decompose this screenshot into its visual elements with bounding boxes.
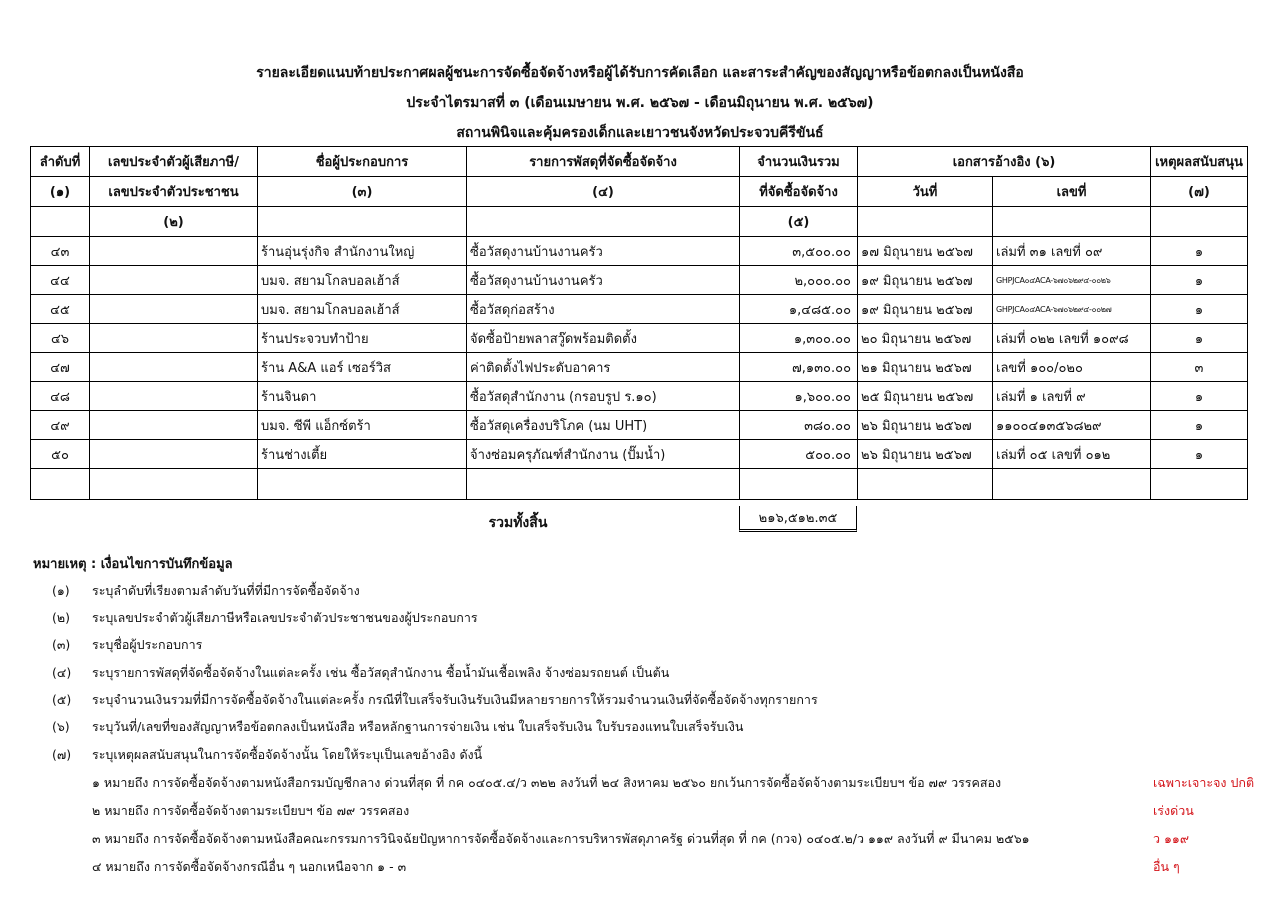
total-label: รวมทั้งสิ้น — [488, 515, 548, 531]
row-date: ๑๙ มิถุนายน ๒๕๖๗ — [858, 266, 993, 295]
row-reason: ๑ — [1151, 440, 1248, 469]
row-date: ๒๑ มิถุนายน ๒๕๖๗ — [858, 353, 993, 382]
reason-code-1: ๑ หมายถึง การจัดซื้อจัดจ้างตามหนังสือกรมบัญชีกลาง ด่วนที่สุด ที่ กค ๐๔๐๕.๔/ว ๓๒๒ ลงวันที่ ๒๔ สิงหาคม ๒๕๖๐ ยกเว้นการจัดซื้อจัดจ้างตามระเบียบฯ ข้อ ๗๙ วรรคสอง — [92, 775, 1002, 790]
row-tax-id — [90, 237, 258, 266]
procurement-table — [30, 146, 1248, 500]
row-seq: ๔๔ — [31, 266, 90, 295]
row-seq: ๔๖ — [31, 324, 90, 353]
col-refno: เลขที่ — [993, 177, 1151, 207]
row-seq: ๕๐ — [31, 440, 90, 469]
row-item: ซื้อวัสดุก่อสร้าง — [467, 295, 740, 324]
row-amount: ๑,๖๐๐.๐๐ — [740, 382, 858, 411]
note-num: (๖) — [52, 719, 70, 734]
quarter-period: ประจำไตรมาสที่ ๓ (เดือนเมษายน พ.ศ. ๒๕๖๗ - เดือนมิถุนายน พ.ศ. ๒๕๖๗) — [406, 95, 874, 111]
row-vendor: ร้านประจวบทำป้าย — [258, 324, 467, 353]
row-date: ๒๖ มิถุนายน ๒๕๖๗ — [858, 411, 993, 440]
row-refno: GHPJCA๐๔ACA-๖๗๐๖๒๙๔-๐๐๒๖ — [993, 266, 1151, 295]
note-text: ระบุลำดับที่เรียงตามลำดับวันที่ที่มีการจัดซื้อจัดจ้าง — [92, 583, 360, 598]
row-tax-id — [90, 440, 258, 469]
row-refno: เล่มที่ ๐๒๒ เลขที่ ๑๐๙๘ — [993, 324, 1151, 353]
row-vendor: ร้านช่างเตี้ย — [258, 440, 467, 469]
note-text: ระบุเลขประจำตัวผู้เสียภาษีหรือเลขประจำตัวประชาชนของผู้ประกอบการ — [92, 610, 478, 625]
col-tax-2: เลขประจำตัวประชาชน — [90, 177, 258, 207]
row-reason: ๑ — [1151, 295, 1248, 324]
row-tax-id — [90, 295, 258, 324]
row-tax-id — [90, 324, 258, 353]
col-vendor-no: (๓) — [258, 177, 467, 207]
col-seq: ลำดับที่ — [31, 147, 90, 177]
reason-tag-3: ว ๑๑๙ — [1153, 831, 1190, 846]
row-reason: ๑ — [1151, 266, 1248, 295]
row-tax-id — [90, 411, 258, 440]
row-amount: ๗,๑๓๐.๐๐ — [740, 353, 858, 382]
reason-code-4: ๔ หมายถึง การจัดซื้อจัดจ้างกรณีอื่น ๆ นอกเหนือจาก ๑ - ๓ — [92, 859, 407, 874]
col-date: วันที่ — [858, 177, 993, 207]
note-num: (๕) — [52, 692, 72, 707]
col-tax-no: (๒) — [90, 207, 258, 237]
empty-row — [31, 469, 1248, 500]
note-text: ระบุเหตุผลสนับสนุนในการจัดซื้อจัดจ้างนั้น โดยให้ระบุเป็นเลขอ้างอิง ดังนี้ — [92, 747, 483, 762]
note-text: ระบุจำนวนเงินรวมที่มีการจัดซื้อจัดจ้างในแต่ละครั้ง กรณีที่ใบเสร็จรับเงินรับเงินมีหลายรายการให้รวมจำนวนเงินที่จัดซื้อจัดจ้างทุกรายการ — [92, 692, 818, 707]
col-seq-no: (๑) — [31, 177, 90, 207]
row-amount: ๑,๔๘๕.๐๐ — [740, 295, 858, 324]
agency-name: สถานพินิจและคุ้มครองเด็กและเยาวชนจังหวัดประจวบคีรีขันธ์ — [456, 125, 824, 141]
row-reason: ๑ — [1151, 237, 1248, 266]
table-row — [31, 237, 1248, 266]
reason-tag-4: อื่น ๆ — [1153, 859, 1180, 874]
row-amount: ๕๐๐.๐๐ — [740, 440, 858, 469]
reason-code-2: ๒ หมายถึง การจัดซื้อจัดจ้างตามระเบียบฯ ข้อ ๗๙ วรรคสอง — [92, 803, 410, 818]
row-refno: ๑๑๐๐๔๑๓๕๖๘๒๙ — [993, 411, 1151, 440]
table-row — [31, 440, 1248, 469]
document-title: รายละเอียดแนบท้ายประกาศผลผู้ชนะการจัดซื้อจัดจ้างหรือผู้ได้รับการคัดเลือก และสาระสำคัญของสัญญาหรือข้อตกลงเป็นหนังสือ — [256, 65, 1024, 81]
row-vendor: บมจ. สยามโกลบอลเฮ้าส์ — [258, 295, 467, 324]
row-vendor: บมจ. สยามโกลบอลเฮ้าส์ — [258, 266, 467, 295]
row-refno: เล่มที่ ๐๕ เลขที่ ๐๑๒ — [993, 440, 1151, 469]
note-num: (๒) — [52, 610, 70, 625]
note-num: (๓) — [52, 637, 71, 652]
notes-title: หมายเหตุ : เงื่อนไขการบันทึกข้อมูล — [33, 557, 233, 572]
col-reason: เหตุผลสนับสนุน — [1151, 147, 1248, 177]
table-row — [31, 382, 1248, 411]
row-vendor: ร้าน A&A แอร์ เซอร์วิส — [258, 353, 467, 382]
row-seq: ๔๗ — [31, 353, 90, 382]
row-vendor: ร้านอุ่นรุ่งกิจ สำนักงานใหญ่ — [258, 237, 467, 266]
row-tax-id — [90, 266, 258, 295]
row-seq: ๔๙ — [31, 411, 90, 440]
row-refno: เลขที่ ๑๐๐/๐๒๐ — [993, 353, 1151, 382]
row-amount: ๒,๐๐๐.๐๐ — [740, 266, 858, 295]
row-date: ๒๖ มิถุนายน ๒๕๖๗ — [858, 440, 993, 469]
row-item: ค่าติดตั้งไฟประดับอาคาร — [467, 353, 740, 382]
row-vendor: ร้านจินดา — [258, 382, 467, 411]
col-amount-2: ที่จัดซื้อจัดจ้าง — [740, 177, 858, 207]
row-item: จัดซื้อป้ายพลาสวู๊ดพร้อมติดตั้ง — [467, 324, 740, 353]
row-item: ซื้อวัสดุงานบ้านงานครัว — [467, 237, 740, 266]
table-row — [31, 266, 1248, 295]
row-amount: ๑,๓๐๐.๐๐ — [740, 324, 858, 353]
row-reason: ๑ — [1151, 382, 1248, 411]
row-reason: ๑ — [1151, 411, 1248, 440]
col-vendor: ชื่อผู้ประกอบการ — [258, 147, 467, 177]
row-reason: ๓ — [1151, 353, 1248, 382]
row-date: ๒๐ มิถุนายน ๒๕๖๗ — [858, 324, 993, 353]
table-row — [31, 295, 1248, 324]
row-seq: ๔๓ — [31, 237, 90, 266]
col-tax: เลขประจำตัวผู้เสียภาษี/ — [90, 147, 258, 177]
row-vendor: บมจ. ซีพี แอ็กซ์ตร้า — [258, 411, 467, 440]
row-amount: ๓,๕๐๐.๐๐ — [740, 237, 858, 266]
row-item: จ้างซ่อมครุภัณฑ์สำนักงาน (ปั๊มน้ำ) — [467, 440, 740, 469]
row-item: ซื้อวัสดุสำนักงาน (กรอบรูป ร.๑๐) — [467, 382, 740, 411]
col-amount: จำนวนเงินรวม — [740, 147, 858, 177]
row-seq: ๔๕ — [31, 295, 90, 324]
row-refno: GHPJCA๐๔ACA-๖๗๐๖๒๙๔-๐๐๒๗ — [993, 295, 1151, 324]
row-item: ซื้อวัสดุงานบ้านงานครัว — [467, 266, 740, 295]
row-seq: ๔๘ — [31, 382, 90, 411]
col-ref: เอกสารอ้างอิง (๖) — [858, 147, 1151, 177]
row-amount: ๓๘๐.๐๐ — [740, 411, 858, 440]
reason-tag-2: เร่งด่วน — [1153, 803, 1194, 818]
col-item-no: (๔) — [467, 177, 740, 207]
reason-tag-1: เฉพาะเจาะจง ปกติ — [1153, 775, 1255, 790]
col-amount-no: (๕) — [740, 207, 858, 237]
row-date: ๑๙ มิถุนายน ๒๕๖๗ — [858, 295, 993, 324]
note-text: ระบุรายการพัสดุที่จัดซื้อจัดจ้างในแต่ละครั้ง เช่น ซื้อวัสดุสำนักงาน ซื้อน้ำมันเชื้อเพลิง จ้างซ่อมรถยนต์ เป็นต้น — [92, 665, 670, 680]
note-text: ระบุวันที่/เลขที่ของสัญญาหรือข้อตกลงเป็นหนังสือ หรือหลักฐานการจ่ายเงิน เช่น ใบเสร็จรับเงิน ใบรับรองแทนใบเสร็จรับเงิน — [92, 719, 744, 734]
col-item: รายการพัสดุที่จัดซื้อจัดจ้าง — [467, 147, 740, 177]
row-item: ซื้อวัสดุเครื่องบริโภค (นม UHT) — [467, 411, 740, 440]
table-row — [31, 411, 1248, 440]
row-tax-id — [90, 353, 258, 382]
note-num: (๗) — [52, 747, 72, 762]
note-num: (๔) — [52, 665, 72, 680]
note-text: ระบุชื่อผู้ประกอบการ — [92, 637, 203, 652]
row-refno: เล่มที่ ๑ เลขที่ ๙ — [993, 382, 1151, 411]
col-reason-no: (๗) — [1151, 177, 1248, 207]
row-refno: เล่มที่ ๓๑ เลขที่ ๐๙ — [993, 237, 1151, 266]
note-num: (๑) — [52, 583, 70, 598]
row-date: ๑๗ มิถุนายน ๒๕๖๗ — [858, 237, 993, 266]
table-row — [31, 353, 1248, 382]
total-value: ๒๑๖,๕๑๒.๓๕ — [739, 506, 857, 532]
row-date: ๒๕ มิถุนายน ๒๕๖๗ — [858, 382, 993, 411]
row-reason: ๑ — [1151, 324, 1248, 353]
reason-code-3: ๓ หมายถึง การจัดซื้อจัดจ้างตามหนังสือคณะกรรมการวินิจฉัยปัญหาการจัดซื้อจัดจ้างและการบริหารพัสดุภาครัฐ ด่วนที่สุด ที่ กค (กวจ) ๐๔๐๕.๒/ว ๑๑๙ ลงวันที่ ๙ มีนาคม ๒๕๖๑ — [92, 831, 1030, 846]
table-row — [31, 324, 1248, 353]
row-tax-id — [90, 382, 258, 411]
